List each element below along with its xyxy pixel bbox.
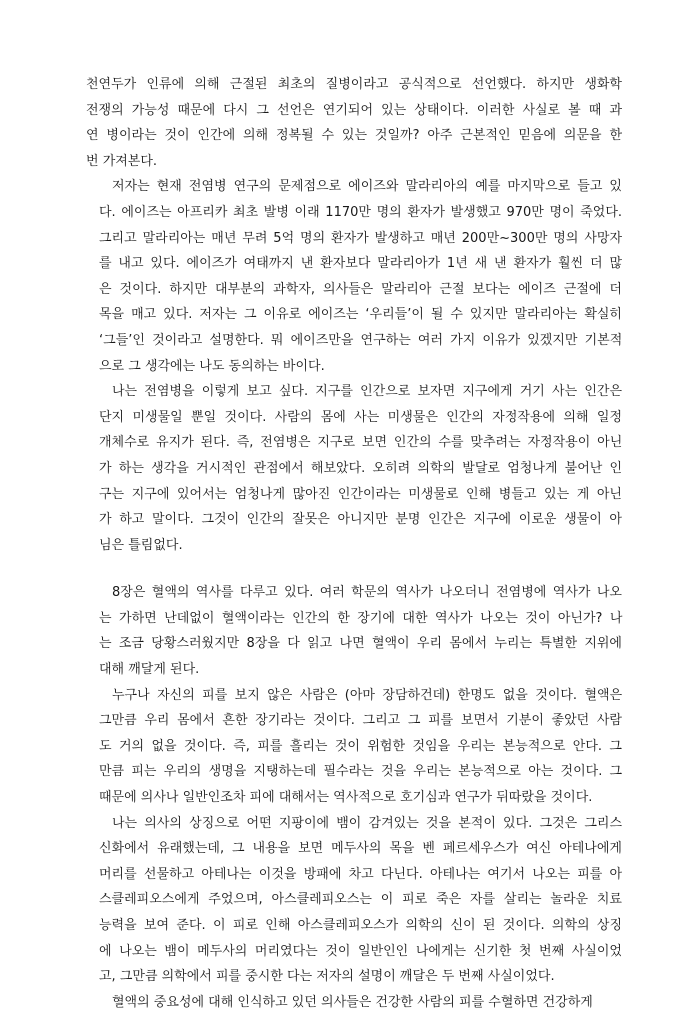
text-line: 나는 전염병을 이렇게 보고 싶다. 지구를 인간으로 보자면 지구에게 거기 사는 인간은 — [112, 384, 622, 400]
text-line: 천연두가 인류에 의해 근절된 최초의 질병이라고 공식적으로 선언했다. 하지만 생화학 — [86, 77, 622, 92]
text-line: 스클레피오스에게 주었으며, 아스클레피오스는 이 피로 죽은 자를 살리는 놀라운 치료 — [99, 892, 622, 908]
paragraph — [86, 580, 622, 682]
paragraph — [86, 72, 622, 174]
text-line: 연 병이라는 것이 인간에 의해 정복될 수 있는 것일까? 아주 근본적인 믿음에 의문을 한 — [86, 128, 622, 144]
text-line: 가 하는 생각을 거시적인 관점에서 해보았다. 오히려 의학의 발달로 엄청나게 불어난 인 — [99, 460, 623, 476]
paragraph — [86, 811, 622, 990]
text-line: 으로 그 생각에는 나도 동의하는 바이다. — [99, 358, 325, 374]
text-line: ‘그들’인 것이라고 설명한다. 뭐 에이즈만을 연구하는 여러 가지 이유가 있겠지만 기본적 — [99, 332, 623, 348]
text-line: 구는 지구에 있어서는 엄청나게 많아진 인간이라는 미생물로 인해 병들고 있는 게 아닌 — [99, 486, 622, 502]
text-line: 머리를 선물하고 아테나는 이것을 방패에 차고 다닌다. 아테나는 여기서 나오는 피를 아 — [99, 866, 623, 882]
text-line: 님은 틀림없다. — [99, 537, 183, 553]
paragraph-gap — [86, 558, 622, 580]
paragraph — [86, 174, 622, 379]
text-line: 대해 깨달게 된다. — [99, 662, 200, 678]
text-line: 목을 매고 있다. 저자는 그 이유로 에이즈는 ‘우리들’이 될 수 있지만 말라리아는 확실히 — [99, 307, 622, 323]
text-line: 때문에 의사나 일반인조차 피에 대해서는 역사적으로 호기심과 연구가 뒤따랐을 것이다. — [99, 790, 593, 806]
text-line: 에 나오는 뱀이 메두사의 머리였다는 것이 일반인인 나에게는 신기한 첫 번째 사실이었 — [99, 943, 622, 959]
text-line: 만큼 피는 우리의 생명을 지탱하는데 필수라는 것을 우리는 본능적으로 아는 것이다. 그 — [99, 764, 623, 780]
text-line: 그만큼 우리 몸에서 흔한 장기라는 것이다. 그리고 그 피를 보면서 기분이 좋았던 사람 — [99, 713, 622, 729]
text-line: 혈액의 중요성에 대해 인식하고 있던 의사들은 건강한 사람의 피를 수혈하면 건강하게 — [112, 994, 593, 1010]
text-line: 고, 그만큼 의학에서 피를 중시한 다는 저자의 설명이 깨달은 두 번째 사실이었다. — [99, 969, 555, 985]
text-line: 는 가하면 난데없이 혈액이라는 인간의 한 장기에 대한 역사가 나오는 것이 아닌가? 나 — [99, 610, 623, 626]
text-line: 개체수로 유지가 된다. 즉, 전염병은 지구로 보면 인간의 수를 맞추려는 자정작용이 아닌 — [99, 435, 623, 451]
text-line: 단지 미생물일 뿐일 것이다. 사람의 몸에 사는 미생물은 인간의 자정작용에 의해 일정 — [99, 409, 622, 425]
text-line: 저자는 현재 전염병 연구의 문제점으로 에이즈와 말라리아의 예를 마지막으로 들고 있 — [112, 179, 622, 195]
text-line: 신화에서 유래했는데, 그 내용을 보면 메두사의 목을 벤 페르세우스가 여신 아테나에게 — [99, 841, 622, 857]
text-line: 나는 의사의 상징으로 어떤 지팡이에 뱀이 감겨있는 것을 본적이 있다. 그것은 그리스 — [112, 815, 622, 831]
text-line: 전쟁의 가능성 때문에 다시 그 선언은 연기되어 있는 상태이다. 이러한 사실로 볼 때 과 — [86, 102, 622, 118]
paragraph — [86, 990, 622, 1015]
text-line: 그리고 말라리아는 매년 무려 5억 명의 환자가 발생하고 매년 200만~300만 명의 사망자 — [99, 230, 622, 246]
text-line: 번 가져본다. — [86, 153, 158, 169]
text-line: 8장은 혈액의 역사를 다루고 있다. 여러 학문의 역사가 나오더니 전염병에 역사가 나오 — [112, 585, 622, 601]
paragraph — [86, 379, 622, 558]
text-line: 다. 에이즈는 아프리카 최초 발병 이래 1170만 명의 환자가 발생했고 970만 명이 죽었다. — [99, 204, 623, 220]
text-line: 은 것이다. 하지만 대부분의 과학자, 의사들은 말라리아 근절 보다는 에이즈 근절에 더 — [99, 281, 622, 297]
text-line: 를 내고 있다. 에이즈가 여태까지 낸 환자보다 말라리아가 1년 새 낸 환자가 훨씬 더 많 — [99, 256, 622, 272]
text-line: 능력을 보여 준다. 이 피로 인해 아스클레피오스가 의학의 신이 된 것이다. 의학의 상징 — [99, 918, 622, 933]
text-line: 누구나 자신의 피를 보지 않은 사람은 (아마 장담하건데) 한명도 없을 것이다. 혈액은 — [112, 687, 623, 703]
document-body — [86, 72, 622, 1015]
text-line: 가 하고 말이다. 그것이 인간의 잘못은 아니지만 분명 인간은 지구에 이로운 생물이 아 — [99, 512, 622, 528]
paragraph — [86, 683, 622, 811]
text-line: 도 거의 없을 것이다. 즉, 피를 흘리는 것이 위험한 것임을 우리는 본능적으로 안다. 그 — [99, 738, 622, 754]
text-line: 는 조금 당황스러웠지만 8장을 다 읽고 나면 혈액이 우리 몸에서 누리는 특별한 지위에 — [99, 636, 622, 652]
